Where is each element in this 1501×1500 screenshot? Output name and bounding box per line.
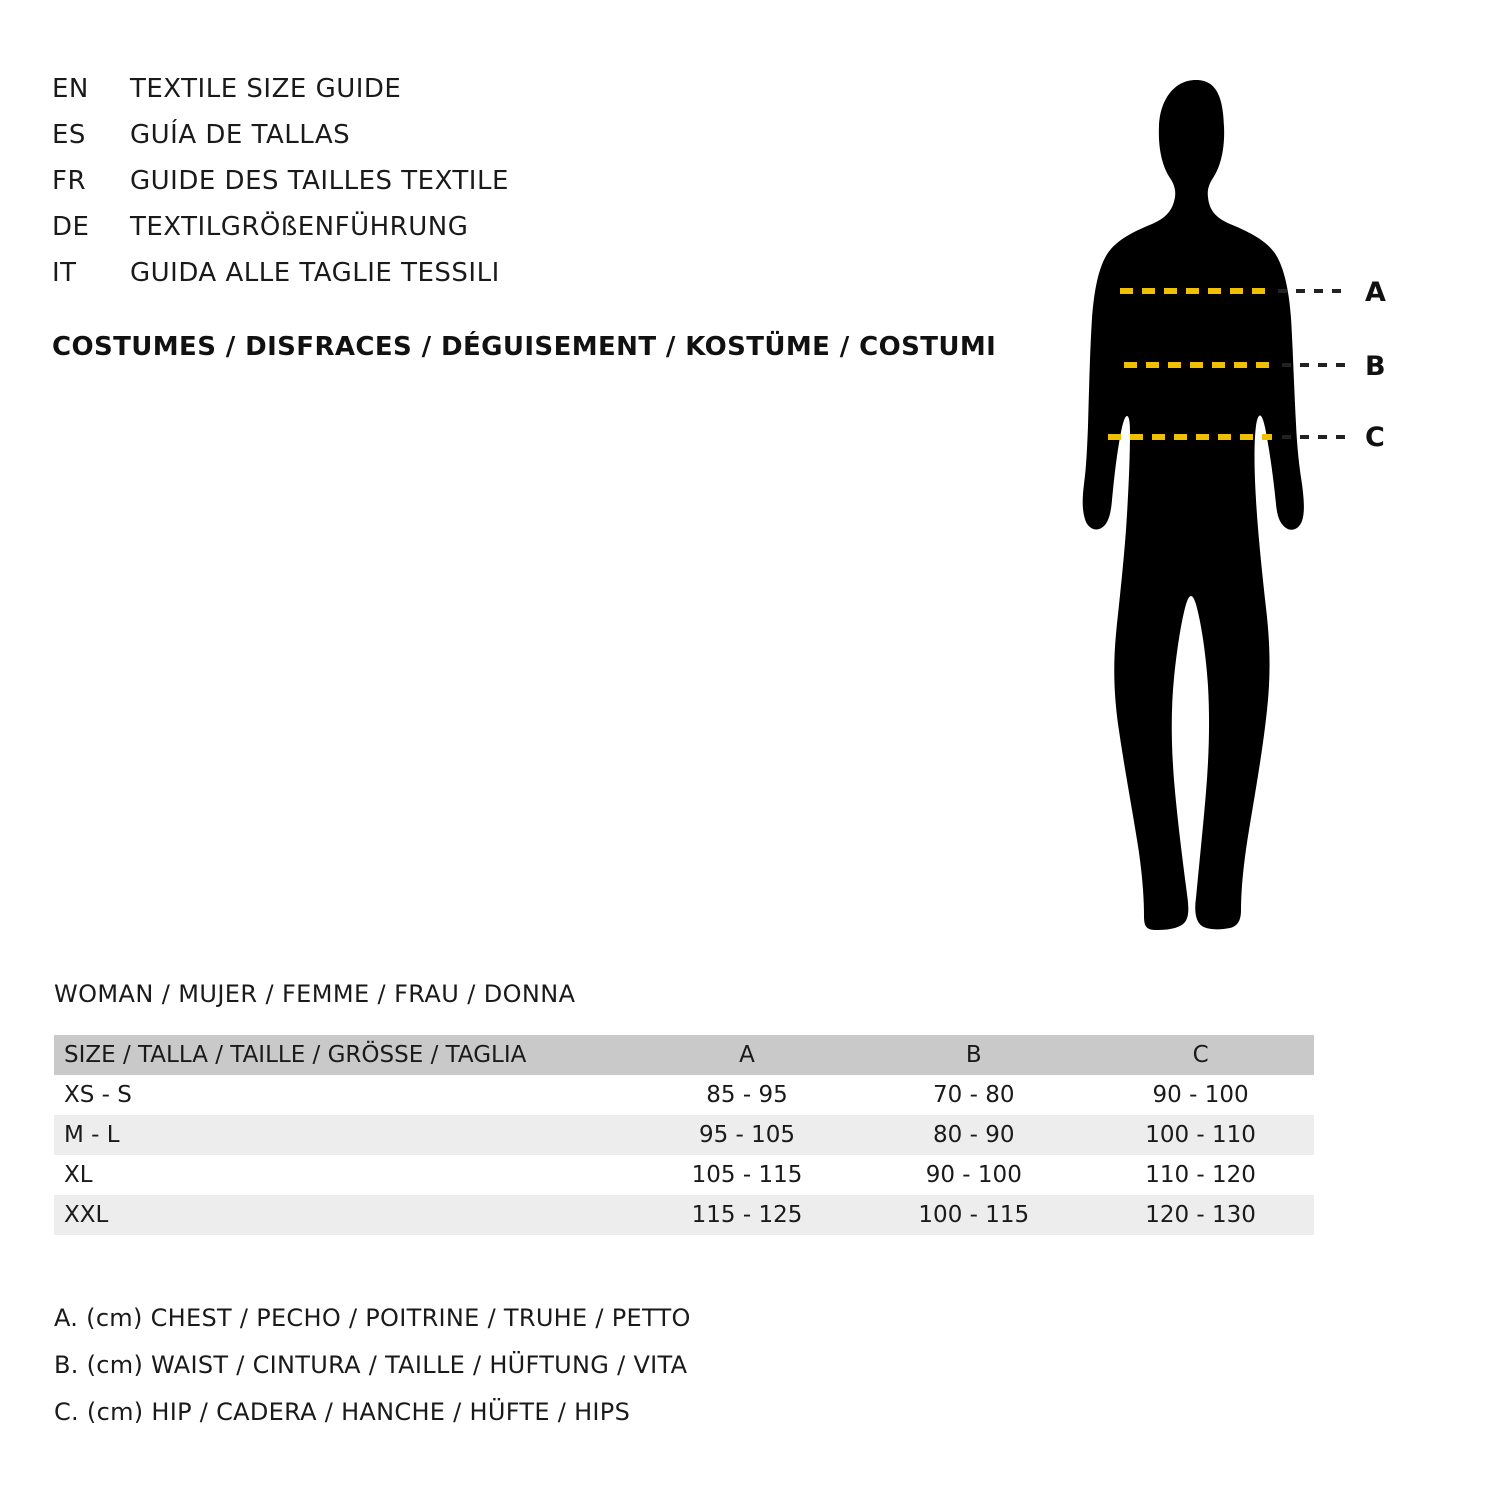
cell-size: XL [64,1162,93,1188]
column-header-size: SIZE / TALLA / TAILLE / GRÖSSE / TAGLIA [64,1042,527,1068]
marker-label-c: C [1365,422,1385,453]
language-code: IT [52,258,77,288]
language-title: GUÍA DE TALLAS [130,120,351,150]
language-code: ES [52,120,86,150]
legend-line-b: B. (cm) WAIST / CINTURA / TAILLE / HÜFTUNG / VITA [54,1351,688,1379]
legend-line-a: A. (cm) CHEST / PECHO / POITRINE / TRUHE / PETTO [54,1304,691,1332]
cell-waist: 70 - 80 [933,1082,1015,1108]
cell-hip: 110 - 120 [1145,1162,1256,1188]
table-header-row [54,1035,1314,1075]
language-title: TEXTILGRÖßENFÜHRUNG [130,212,469,242]
language-title: GUIDE DES TAILLES TEXTILE [130,166,509,196]
cell-chest: 105 - 115 [691,1162,803,1188]
cell-chest: 95 - 105 [698,1122,796,1148]
table-row [54,1155,1314,1195]
cell-waist: 80 - 90 [933,1122,1015,1148]
language-row [52,212,1032,258]
language-title: GUIDA ALLE TAGLIE TESSILI [130,258,500,288]
measurement-figure [1020,60,1450,940]
legend-line-c: C. (cm) HIP / CADERA / HANCHE / HÜFTE / HIPS [54,1398,631,1426]
language-code: FR [52,166,87,196]
cell-size: XXL [64,1202,109,1228]
language-header-block [52,74,1032,304]
cell-hip: 120 - 130 [1145,1202,1256,1228]
cell-size: XS - S [64,1082,132,1108]
table-row [54,1195,1314,1235]
language-row [52,74,1032,120]
language-row [52,120,1032,166]
cell-waist: 100 - 115 [918,1202,1030,1228]
measurement-legend [54,1295,1054,1436]
female-silhouette-icon [1020,60,1450,940]
language-title: TEXTILE SIZE GUIDE [130,74,402,104]
language-row [52,166,1032,212]
table-row [54,1075,1314,1115]
language-code: DE [52,212,90,242]
cell-hip: 100 - 110 [1145,1122,1256,1148]
cell-chest: 85 - 95 [706,1082,788,1108]
cell-waist: 90 - 100 [925,1162,1022,1188]
size-table [54,1035,1314,1235]
language-code: EN [52,74,89,104]
column-header-c: C [1192,1042,1209,1068]
cell-hip: 90 - 100 [1152,1082,1249,1108]
costumes-subtitle: COSTUMES / DISFRACES / DÉGUISEMENT / KOSTÜME / COSTUMI [52,332,997,362]
column-header-b: B [965,1042,982,1068]
cell-size: M - L [64,1122,120,1148]
language-row [52,258,1032,304]
cell-chest: 115 - 125 [691,1202,803,1228]
table-row [54,1115,1314,1155]
table-title: WOMAN / MUJER / FEMME / FRAU / DONNA [54,980,576,1008]
column-header-a: A [739,1042,755,1068]
marker-label-b: B [1365,351,1386,382]
marker-label-a: A [1365,277,1386,308]
